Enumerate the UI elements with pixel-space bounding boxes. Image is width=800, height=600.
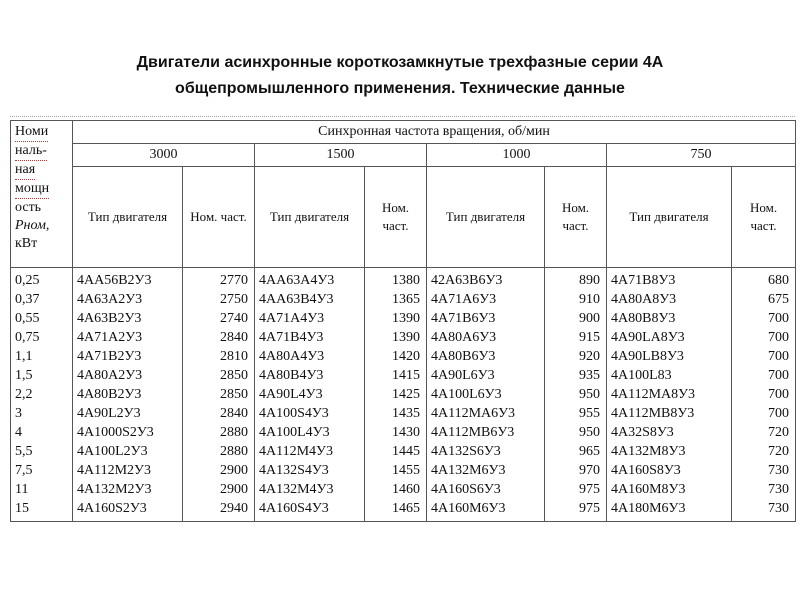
- table-cell: 1,1: [15, 349, 33, 364]
- table-cell: 4А160S4У3: [259, 501, 329, 516]
- table-cell: 4А132М8У3: [611, 444, 686, 459]
- table-cell: 700: [768, 406, 790, 421]
- table-cell: 4А71В8У3: [611, 273, 676, 288]
- table-cell: 2940: [220, 501, 248, 516]
- table-cell: 2850: [220, 387, 248, 402]
- power-column: [11, 268, 73, 522]
- table-cell: 700: [768, 330, 790, 345]
- type-header: Тип двигателя: [427, 167, 545, 268]
- table-cell: 730: [768, 463, 790, 478]
- title-line-1: Двигатели асинхронные короткозамкнутые трехфазные серии 4А: [136, 54, 664, 71]
- table-cell: 975: [579, 482, 600, 497]
- power-header-line: Номи: [15, 123, 48, 142]
- table-cell: 4А112М2У3: [77, 463, 151, 478]
- table-cell: 2,2: [15, 387, 33, 402]
- table-cell: 2900: [220, 482, 248, 497]
- table-cell: 2840: [220, 406, 248, 421]
- table-cell: 4А132S4У3: [259, 463, 329, 478]
- table-cell: 4А90L6У3: [431, 368, 495, 383]
- table-cell: 970: [579, 463, 600, 478]
- table-cell: 4А32S8У3: [611, 425, 674, 440]
- table-cell: 4А90LВ8У3: [611, 349, 684, 364]
- table-cell: 1460: [392, 482, 420, 497]
- table-cell: 950: [579, 387, 600, 402]
- table-cell: 2770: [220, 273, 248, 288]
- table-cell: 4АА63В4У3: [259, 292, 334, 307]
- table-cell: 2740: [220, 311, 248, 326]
- freq-header-750: 750: [607, 144, 796, 167]
- table-cell: 1365: [392, 292, 420, 307]
- table-cell: 1390: [392, 311, 420, 326]
- table-cell: 4А71В4У3: [259, 330, 324, 345]
- table-cell: 910: [579, 292, 600, 307]
- table-cell: 900: [579, 311, 600, 326]
- table-cell: 0,75: [15, 330, 40, 345]
- table-cell: 720: [768, 444, 790, 459]
- table-cell: 2850: [220, 368, 248, 383]
- table-cell: 4А100L83: [611, 368, 672, 383]
- table-cell: 2840: [220, 330, 248, 345]
- table-cell: 4А80А8У3: [611, 292, 677, 307]
- table-cell: 4А132S6У3: [431, 444, 501, 459]
- type-column-1500: [255, 268, 365, 522]
- table-cell: 42А63В6У3: [431, 273, 503, 288]
- table-cell: 4А80В8У3: [611, 311, 676, 326]
- table-cell: 4А132М4У3: [259, 482, 334, 497]
- power-header: [11, 121, 73, 268]
- table-cell: 700: [768, 387, 790, 402]
- table-cell: 4А112М4У3: [259, 444, 333, 459]
- table-cell: 4А160S8У3: [611, 463, 681, 478]
- table-cell: 920: [579, 349, 600, 364]
- table-cell: 950: [579, 425, 600, 440]
- rated-speed-header: Ном. част.: [365, 167, 427, 268]
- table-cell: 4А100S4У3: [259, 406, 329, 421]
- table-cell: 1465: [392, 501, 420, 516]
- type-header: Тип двигателя: [607, 167, 732, 268]
- freq-header-1000: 1000: [427, 144, 607, 167]
- table-cell: 2750: [220, 292, 248, 307]
- table-cell: 4А71А6У3: [431, 292, 497, 307]
- table-cell: 1435: [392, 406, 420, 421]
- table-cell: 4А100L2У3: [77, 444, 148, 459]
- power-header-line: Pном,: [15, 218, 50, 233]
- table-cell: 2880: [220, 425, 248, 440]
- table-cell: 4А71В2У3: [77, 349, 142, 364]
- table-cell: 720: [768, 425, 790, 440]
- table-cell: 890: [579, 273, 600, 288]
- table-cell: 915: [579, 330, 600, 345]
- table-cell: 1415: [392, 368, 420, 383]
- table-cell: 4А80А2У3: [77, 368, 143, 383]
- table-cell: 1380: [392, 273, 420, 288]
- divider: [10, 116, 795, 117]
- table-cell: 4А63А2У3: [77, 292, 143, 307]
- table-cell: 4А160М6У3: [431, 501, 506, 516]
- table-cell: 11: [15, 482, 29, 497]
- table-cell: 15: [15, 501, 29, 516]
- table-cell: 2880: [220, 444, 248, 459]
- type-column-1000: [427, 268, 545, 522]
- table-cell: 1445: [392, 444, 420, 459]
- sync-speed-header: Синхронная частота вращения, об/мин: [73, 121, 796, 144]
- table-cell: 4А71В6У3: [431, 311, 496, 326]
- type-column-750: [607, 268, 732, 522]
- speed-column-750: [732, 268, 796, 522]
- table-cell: 4А160S6У3: [431, 482, 501, 497]
- table-cell: 2900: [220, 463, 248, 478]
- table-cell: 4А160S2У3: [77, 501, 147, 516]
- table-cell: 4А80А6У3: [431, 330, 497, 345]
- freq-header-1500: 1500: [255, 144, 427, 167]
- table-cell: 935: [579, 368, 600, 383]
- table-cell: 0,25: [15, 273, 40, 288]
- table-cell: 1,5: [15, 368, 33, 383]
- table-cell: 4А80В4У3: [259, 368, 324, 383]
- table-cell: 4А1000S2У3: [77, 425, 154, 440]
- table-cell: 700: [768, 368, 790, 383]
- power-header-line: ость: [15, 200, 42, 215]
- table-cell: 965: [579, 444, 600, 459]
- table-cell: 700: [768, 311, 790, 326]
- power-header-line: кВт: [15, 236, 38, 251]
- table-cell: 955: [579, 406, 600, 421]
- table-cell: 4А80А4У3: [259, 349, 325, 364]
- speed-column-1500: [365, 268, 427, 522]
- table-cell: 4А71А2У3: [77, 330, 143, 345]
- type-header: Тип двигателя: [73, 167, 183, 268]
- table-cell: 7,5: [15, 463, 33, 478]
- rated-speed-header: Ном. част.: [183, 167, 255, 268]
- table-cell: 4А63В2У3: [77, 311, 142, 326]
- table-cell: 4: [15, 425, 22, 440]
- table-cell: 4А90LА8У3: [611, 330, 685, 345]
- table-cell: 4А90L2У3: [77, 406, 141, 421]
- power-header-line: мощн: [15, 180, 49, 199]
- table-cell: 4А132М2У3: [77, 482, 152, 497]
- table-cell: 4А80В6У3: [431, 349, 496, 364]
- table-cell: 0,55: [15, 311, 40, 326]
- table-cell: 4А132М6У3: [431, 463, 506, 478]
- table-cell: 0,37: [15, 292, 40, 307]
- table-cell: 3: [15, 406, 22, 421]
- table-cell: 4А112МВ8У3: [611, 406, 695, 421]
- table-cell: 675: [768, 292, 790, 307]
- type-column-3000: [73, 268, 183, 522]
- table-cell: 2810: [220, 349, 248, 364]
- power-header-line: ная: [15, 161, 35, 180]
- table-cell: 4А90L4У3: [259, 387, 323, 402]
- table-cell: 4А112МА8У3: [611, 387, 696, 402]
- speed-column-1000: [545, 268, 607, 522]
- table-cell: 4А112МВ6У3: [431, 425, 515, 440]
- table-cell: 4А71А4У3: [259, 311, 325, 326]
- table-cell: 1455: [392, 463, 420, 478]
- table-cell: 4А100L6У3: [431, 387, 502, 402]
- speed-column-3000: [183, 268, 255, 522]
- table-cell: 4А112МА6У3: [431, 406, 516, 421]
- table-cell: 975: [579, 501, 600, 516]
- table-cell: 1430: [392, 425, 420, 440]
- table-cell: 730: [768, 501, 790, 516]
- page-title: [0, 50, 800, 102]
- rated-speed-header: Ном. част.: [545, 167, 607, 268]
- table-cell: 1420: [392, 349, 420, 364]
- power-header-line: наль-: [15, 142, 47, 161]
- rated-speed-header: Ном. част.: [732, 167, 796, 268]
- motor-table-wrap: [10, 120, 795, 522]
- table-cell: 730: [768, 482, 790, 497]
- table-cell: 680: [768, 273, 790, 288]
- table-cell: 4АА63А4У3: [259, 273, 335, 288]
- table-cell: 5,5: [15, 444, 33, 459]
- motor-table: [10, 120, 796, 522]
- title-line-2: общепромышленного применения. Технические данные: [175, 80, 625, 97]
- table-cell: 4А100L4У3: [259, 425, 330, 440]
- freq-header-3000: 3000: [73, 144, 255, 167]
- table-cell: 1425: [392, 387, 420, 402]
- type-header: Тип двигателя: [255, 167, 365, 268]
- table-cell: 4А160М8У3: [611, 482, 686, 497]
- table-cell: 4А80В2У3: [77, 387, 142, 402]
- table-cell: 4АА56В2У3: [77, 273, 152, 288]
- table-cell: 4А180М6У3: [611, 501, 686, 516]
- table-cell: 700: [768, 349, 790, 364]
- table-cell: 1390: [392, 330, 420, 345]
